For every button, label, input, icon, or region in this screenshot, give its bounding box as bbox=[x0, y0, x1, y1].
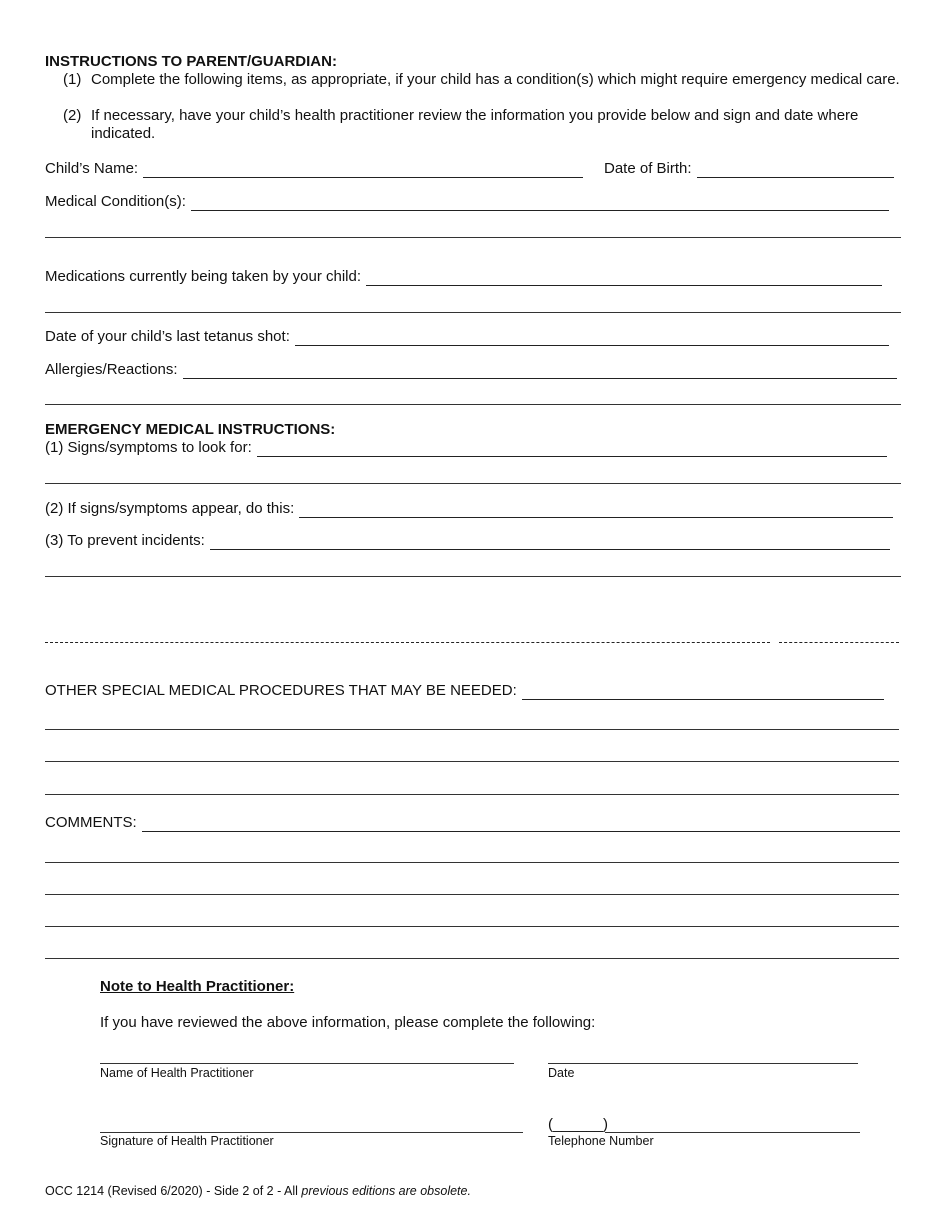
dashed-divider bbox=[45, 642, 770, 643]
prevent-field[interactable] bbox=[210, 535, 890, 550]
footer-text: OCC 1214 (Revised 6/2020) - Side 2 of 2 - All bbox=[45, 1184, 302, 1198]
tetanus-field[interactable] bbox=[295, 331, 889, 346]
allergies-extra-line[interactable] bbox=[45, 404, 901, 405]
comments-row bbox=[45, 814, 900, 832]
prevent-label: (3) To prevent incidents: bbox=[45, 532, 205, 549]
practitioner-signature-field[interactable] bbox=[100, 1132, 523, 1133]
medications-field[interactable] bbox=[366, 271, 882, 286]
allergies-row bbox=[45, 361, 897, 379]
comments-field[interactable] bbox=[142, 817, 900, 832]
footer bbox=[45, 1184, 471, 1199]
comments-line[interactable] bbox=[45, 958, 899, 959]
other-procedures-line[interactable] bbox=[45, 794, 899, 795]
date-of-birth-field[interactable] bbox=[697, 163, 894, 178]
comments-line[interactable] bbox=[45, 862, 899, 863]
do-this-label: (2) If signs/symptoms appear, do this: bbox=[45, 500, 295, 517]
signs-field[interactable] bbox=[257, 442, 887, 457]
prevent-extra-line[interactable] bbox=[45, 576, 901, 577]
instruction-text: Complete the following items, as appropriate, if your child has a condition(s) which might require emergency medical care. bbox=[91, 71, 900, 88]
prevent-row bbox=[45, 532, 890, 550]
childs-name-field[interactable] bbox=[143, 163, 583, 178]
date-of-birth-label: Date of Birth: bbox=[604, 160, 692, 177]
medications-label: Medications currently being taken by your child: bbox=[45, 268, 361, 285]
other-procedures-line[interactable] bbox=[45, 761, 899, 762]
practitioner-note-heading: Note to Health Practitioner: bbox=[100, 978, 295, 995]
practitioner-phone-field[interactable] bbox=[605, 1132, 860, 1133]
other-procedures-row bbox=[45, 682, 884, 700]
medical-conditions-extra-line[interactable] bbox=[45, 237, 901, 238]
comments-line[interactable] bbox=[45, 926, 899, 927]
practitioner-phone-label: Telephone Number bbox=[548, 1134, 654, 1148]
practitioner-name-label: Name of Health Practitioner bbox=[100, 1066, 254, 1080]
medical-conditions-field[interactable] bbox=[191, 196, 889, 211]
phone-area-code: (______) bbox=[548, 1116, 609, 1133]
allergies-field[interactable] bbox=[183, 364, 897, 379]
childs-name-row bbox=[45, 160, 583, 178]
practitioner-date-field[interactable] bbox=[548, 1063, 858, 1064]
footer-italic: previous editions are obsolete. bbox=[301, 1184, 471, 1198]
practitioner-note-text: If you have reviewed the above information, please complete the following: bbox=[100, 1014, 596, 1031]
medical-conditions-label: Medical Condition(s): bbox=[45, 193, 186, 210]
signs-extra-line[interactable] bbox=[45, 483, 901, 484]
signs-row bbox=[45, 439, 887, 457]
comments-label: COMMENTS: bbox=[45, 814, 137, 831]
date-of-birth-row bbox=[604, 160, 894, 178]
comments-line[interactable] bbox=[45, 894, 899, 895]
signs-label: (1) Signs/symptoms to look for: bbox=[45, 439, 252, 456]
childs-name-label: Child’s Name: bbox=[45, 160, 139, 177]
do-this-row bbox=[45, 500, 893, 518]
instruction-item-2 bbox=[63, 107, 903, 143]
do-this-field[interactable] bbox=[299, 503, 893, 518]
instruction-text: If necessary, have your child’s health practitioner review the information you provide below and sign and date where indicated. bbox=[91, 107, 859, 142]
instruction-number: (2) bbox=[63, 107, 82, 124]
dashed-divider-end bbox=[779, 642, 899, 643]
practitioner-date-label: Date bbox=[548, 1066, 575, 1080]
medical-conditions-row bbox=[45, 193, 889, 211]
other-procedures-label: OTHER SPECIAL MEDICAL PROCEDURES THAT MAY BE NEEDED: bbox=[45, 682, 517, 699]
other-procedures-field[interactable] bbox=[522, 685, 884, 700]
tetanus-label: Date of your child’s last tetanus shot: bbox=[45, 328, 290, 345]
practitioner-name-field[interactable] bbox=[100, 1063, 514, 1064]
emergency-heading: EMERGENCY MEDICAL INSTRUCTIONS: bbox=[45, 421, 336, 438]
medications-extra-line[interactable] bbox=[45, 312, 901, 313]
instruction-item-1 bbox=[63, 71, 903, 107]
instruction-number: (1) bbox=[63, 71, 82, 88]
practitioner-signature-label: Signature of Health Practitioner bbox=[100, 1134, 274, 1148]
allergies-label: Allergies/Reactions: bbox=[45, 361, 178, 378]
instructions-heading: INSTRUCTIONS TO PARENT/GUARDIAN: bbox=[45, 53, 337, 70]
medications-row bbox=[45, 268, 882, 286]
other-procedures-line[interactable] bbox=[45, 729, 899, 730]
tetanus-row bbox=[45, 328, 889, 346]
